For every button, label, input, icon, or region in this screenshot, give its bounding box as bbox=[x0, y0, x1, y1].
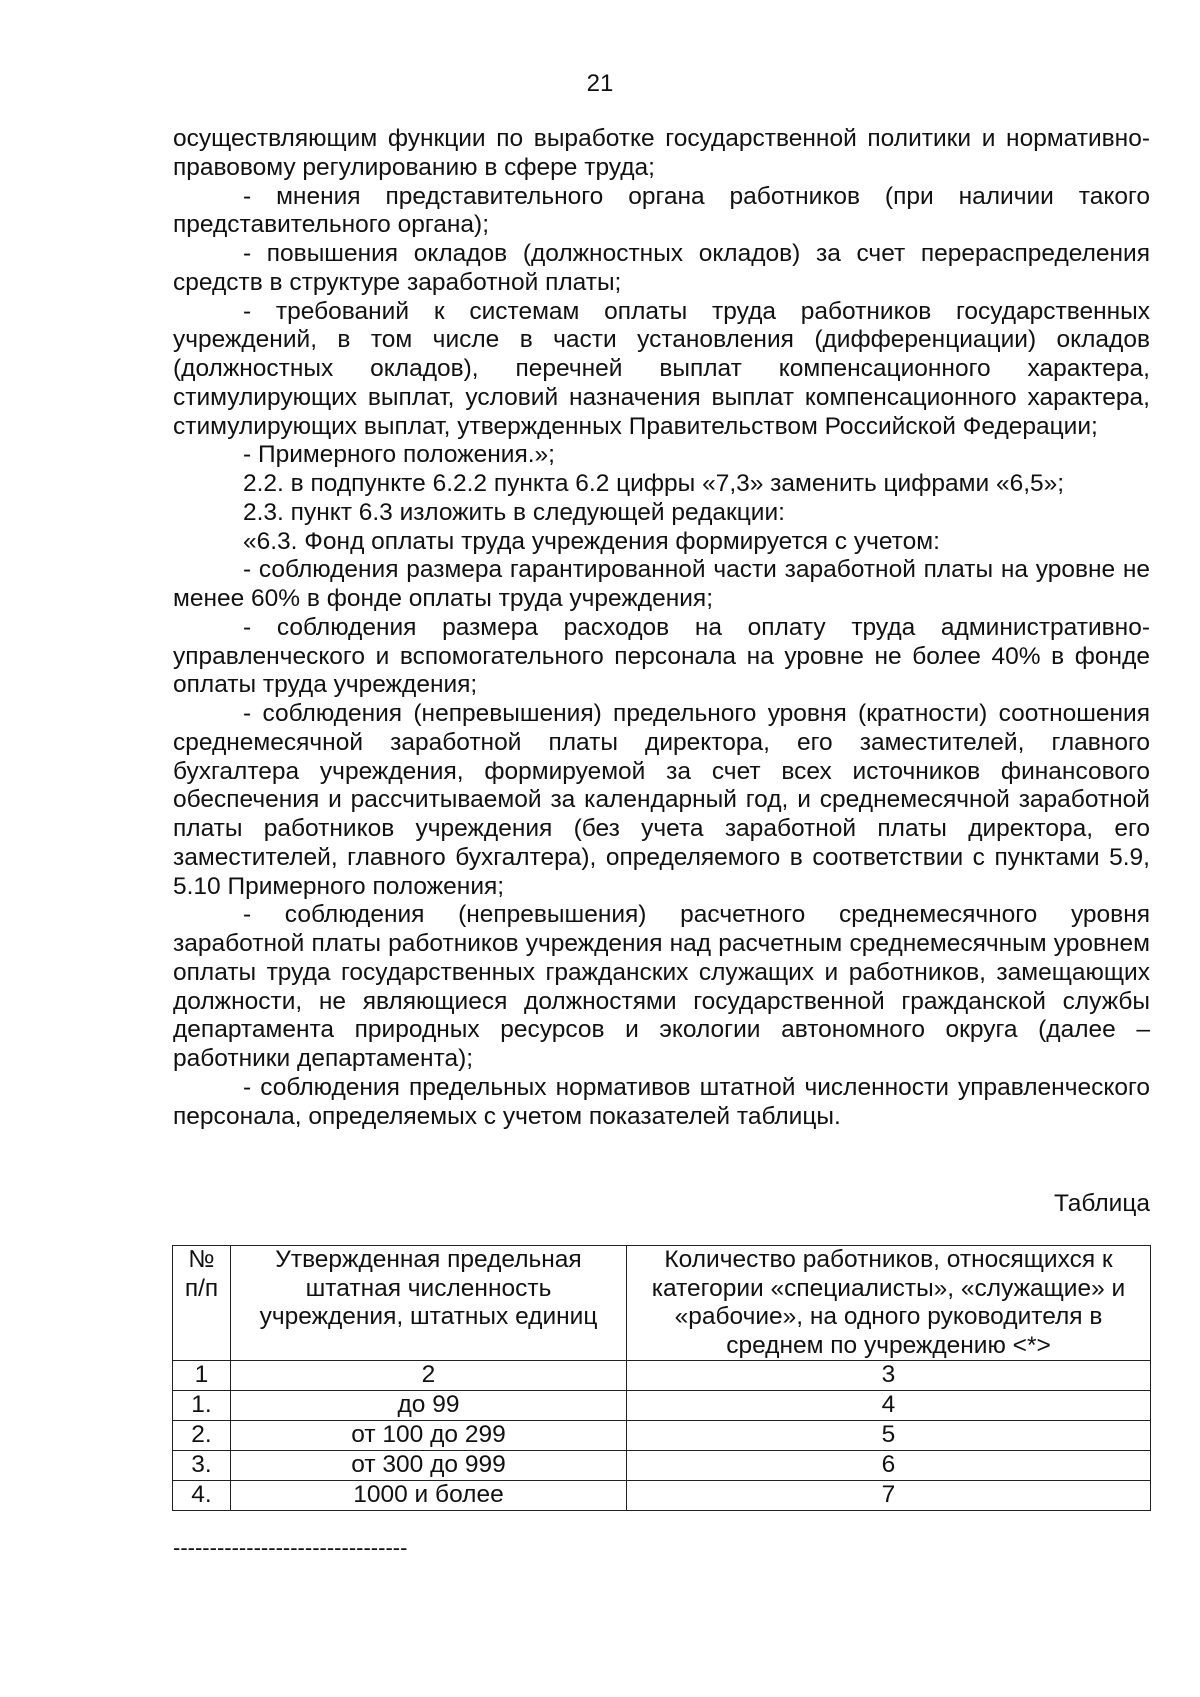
row-ratio-cell: 5 bbox=[627, 1421, 1151, 1451]
body-text bbox=[173, 125, 1150, 1131]
row-staff-cell: до 99 bbox=[231, 1391, 627, 1421]
table-row bbox=[173, 1481, 1151, 1511]
paragraph: - Примерного положения.»; bbox=[243, 441, 555, 469]
row-num-cell: 3. bbox=[173, 1451, 231, 1481]
header-staff: Утвержденная предельная штатная численность учреждения, штатных единиц bbox=[231, 1246, 627, 1361]
paragraph: «6.3. Фонд оплаты труда учреждения формируется с учетом: bbox=[243, 527, 940, 555]
row-num-cell: 4. bbox=[173, 1481, 231, 1511]
staffing-norms-table bbox=[172, 1245, 1151, 1511]
column-number-cell: 3 bbox=[627, 1361, 1151, 1391]
row-ratio-cell: 4 bbox=[627, 1391, 1151, 1421]
header-ratio: Количество работников, относящихся к категории «специалисты», «служащие» и «рабочие», на одного руководителя в среднем по учреждению <*> bbox=[627, 1246, 1151, 1361]
row-num-cell: 2. bbox=[173, 1421, 231, 1451]
row-ratio-cell: 7 bbox=[627, 1481, 1151, 1511]
column-number-cell: 2 bbox=[231, 1361, 627, 1391]
footnote-separator: -------------------------------- bbox=[173, 1535, 408, 1560]
column-number-cell: 1 bbox=[173, 1361, 231, 1391]
row-ratio-cell: 6 bbox=[627, 1451, 1151, 1481]
row-staff-cell: от 300 до 999 bbox=[231, 1451, 627, 1481]
table-header-row bbox=[173, 1246, 1151, 1361]
table-caption: Таблица bbox=[1053, 1190, 1150, 1217]
row-staff-cell: 1000 и более bbox=[231, 1481, 627, 1511]
paragraph: - соблюдения размера гарантированной части заработной платы на уровне не менее 60% в фонде оплаты труда учреждения; bbox=[173, 556, 1150, 612]
table-row bbox=[173, 1421, 1151, 1451]
paragraph: - мнения представительного органа работников (при наличии такого представительного органа); bbox=[173, 182, 1150, 239]
paragraph: - соблюдения (непревышения) расчетного среднемесячного уровня заработной платы работников учреждения над расчетным среднемесячным уровнем оплаты труда государственных гражданских служащих и работников, замещающих должности, не являющиеся должностями государственной гражданской службы департамента природных ресурсов и экологии автономного округа (далее – работники департамента); bbox=[173, 901, 1150, 1072]
paragraph: 2.2. в подпункте 6.2.2 пункта 6.2 цифры «7,3» заменить цифрами «6,5»; bbox=[243, 470, 1065, 497]
paragraph: - требований к системам оплаты труда работников государственных учреждений, в том числе в части установления (дифференциации) окладов (должностных окладов), перечней выплат компенсационного характера, стимулирующих выплат, условий назначения выплат компенсационного характера, стимулирующих выплат, утвержденных Правительством Российской Федерации; bbox=[173, 297, 1150, 440]
paragraph: 2.3. пункт 6.3 изложить в следующей редакции: bbox=[243, 498, 785, 526]
header-num: № п/п bbox=[173, 1246, 231, 1361]
paragraph: - соблюдения размера расходов на оплату труда административно-управленческого и вспомогательного персонала на уровне не более 40% в фонде оплаты труда учреждения; bbox=[173, 613, 1150, 699]
page-number: 21 bbox=[586, 70, 614, 97]
row-staff-cell: от 100 до 299 bbox=[231, 1421, 627, 1451]
paragraph: - соблюдения предельных нормативов штатной численности управленческого персонала, определяемых с учетом показателей таблицы. bbox=[173, 1073, 1150, 1130]
paragraph: осуществляющим функции по выработке государственной политики и нормативно-правовому регулированию в сфере труда; bbox=[173, 125, 1150, 181]
row-num-cell: 1. bbox=[173, 1391, 231, 1421]
paragraph: - соблюдения (непревышения) предельного уровня (кратности) соотношения среднемесячной заработной платы директора, его заместителей, главного бухгалтера учреждения, формируемой за счет всех источников финансового обеспечения и рассчитываемой за календарный год, и среднемесячной заработной платы работников учреждения (без учета заработной платы директора, его заместителей, главного бухгалтера), определяемого в соответствии с пунктами 5.9, 5.10 Примерного положения; bbox=[173, 700, 1150, 900]
table-row bbox=[173, 1391, 1151, 1421]
column-number-row bbox=[173, 1361, 1151, 1391]
paragraph: - повышения окладов (должностных окладов) за счет перераспределения средств в структуре заработной платы; bbox=[173, 240, 1150, 296]
table-row bbox=[173, 1451, 1151, 1481]
